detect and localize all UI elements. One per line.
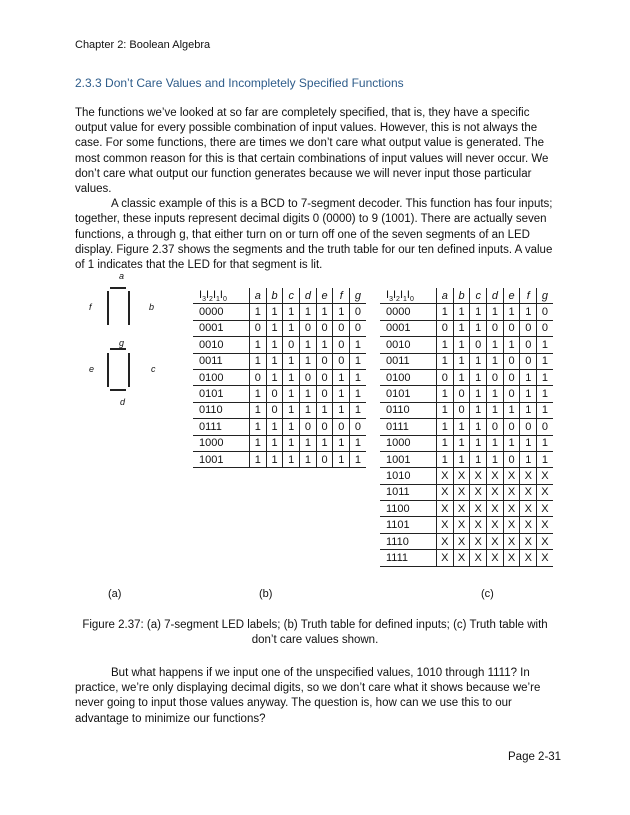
full-row: [380, 484, 553, 500]
value-cell-e: 0: [316, 369, 333, 385]
value-cell-e: 1: [503, 337, 520, 353]
value-cell-g: 1: [350, 435, 366, 451]
figure-label-a: (a): [108, 588, 122, 600]
value-cell-a: X: [437, 533, 454, 549]
value-cell-c: 1: [283, 369, 300, 385]
value-cell-b: 0: [266, 386, 283, 402]
value-cell-e: 1: [503, 304, 520, 320]
input-cell: 0110: [193, 402, 250, 418]
defined-row: [193, 337, 366, 353]
value-cell-g: 0: [350, 320, 366, 336]
value-cell-f: 0: [333, 419, 350, 435]
value-cell-g: 0: [537, 304, 553, 320]
full-row: [380, 304, 553, 320]
value-cell-c: X: [470, 517, 487, 533]
segment-label-e: e: [89, 364, 95, 374]
value-cell-c: 1: [470, 369, 487, 385]
value-cell-g: X: [537, 550, 553, 566]
value-cell-c: X: [470, 484, 487, 500]
input-cell: 1000: [380, 435, 437, 451]
value-cell-d: 1: [487, 402, 504, 418]
value-cell-b: 1: [266, 451, 283, 467]
value-cell-a: X: [437, 550, 454, 566]
input-cell: 0000: [380, 304, 437, 320]
value-cell-a: 1: [250, 337, 267, 353]
value-cell-d: 1: [300, 353, 317, 369]
value-cell-d: 1: [487, 435, 504, 451]
value-cell-d: 1: [487, 451, 504, 467]
value-cell-e: 0: [316, 419, 333, 435]
value-cell-d: 1: [487, 353, 504, 369]
value-cell-g: X: [537, 484, 553, 500]
value-cell-a: 0: [437, 369, 454, 385]
value-cell-e: X: [503, 501, 520, 517]
value-cell-c: 1: [283, 320, 300, 336]
value-cell-e: 0: [503, 386, 520, 402]
value-cell-f: X: [520, 533, 537, 549]
input-cell: 1011: [380, 484, 437, 500]
segment-e: [107, 353, 109, 387]
value-cell-f: 1: [333, 435, 350, 451]
full-row: [380, 501, 553, 517]
value-cell-c: 0: [470, 337, 487, 353]
input-cell: 0101: [193, 386, 250, 402]
value-cell-d: X: [487, 517, 504, 533]
value-cell-d: 1: [300, 402, 317, 418]
value-cell-d: 0: [487, 419, 504, 435]
value-cell-a: 1: [250, 419, 267, 435]
value-cell-b: X: [453, 517, 470, 533]
segment-g: [110, 348, 126, 350]
value-cell-f: 0: [333, 337, 350, 353]
value-cell-e: 0: [503, 451, 520, 467]
value-cell-c: 1: [283, 353, 300, 369]
header-col-c: c: [283, 288, 300, 304]
value-cell-d: 1: [487, 386, 504, 402]
section-title: 2.3.3 Don’t Care Values and Incompletely Specified Functions: [75, 76, 404, 90]
header-col-g: g: [350, 288, 366, 304]
value-cell-a: 1: [250, 402, 267, 418]
input-cell: 0000: [193, 304, 250, 320]
value-cell-e: X: [503, 484, 520, 500]
figure-label-b: (b): [259, 588, 273, 600]
value-cell-g: 0: [350, 419, 366, 435]
value-cell-f: 0: [520, 337, 537, 353]
value-cell-b: 0: [266, 402, 283, 418]
value-cell-g: 0: [537, 320, 553, 336]
value-cell-g: 1: [350, 402, 366, 418]
value-cell-c: 1: [470, 353, 487, 369]
value-cell-d: X: [487, 501, 504, 517]
value-cell-e: 1: [503, 402, 520, 418]
value-cell-d: 0: [300, 419, 317, 435]
defined-row: [193, 402, 366, 418]
value-cell-f: X: [520, 468, 537, 484]
value-cell-d: 1: [300, 435, 317, 451]
input-cell: 0101: [380, 386, 437, 402]
value-cell-g: 1: [537, 451, 553, 467]
value-cell-a: 1: [437, 337, 454, 353]
value-cell-b: X: [453, 501, 470, 517]
value-cell-g: X: [537, 501, 553, 517]
value-cell-b: 0: [453, 402, 470, 418]
value-cell-c: 1: [470, 451, 487, 467]
value-cell-e: 0: [503, 419, 520, 435]
value-cell-b: X: [453, 550, 470, 566]
value-cell-d: 1: [300, 451, 317, 467]
full-row: [380, 517, 553, 533]
value-cell-f: 0: [333, 320, 350, 336]
value-cell-c: X: [470, 501, 487, 517]
header-input: $I_3I_2I_1I_0$: [380, 288, 437, 304]
value-cell-d: X: [487, 484, 504, 500]
value-cell-e: 1: [316, 435, 333, 451]
value-cell-e: 0: [316, 353, 333, 369]
input-cell: 1100: [380, 501, 437, 517]
full-row: [380, 353, 553, 369]
defined-row: [193, 451, 366, 467]
page-number: Page 2-31: [508, 751, 562, 763]
value-cell-f: 1: [520, 369, 537, 385]
paragraph-1: The functions we’ve looked at so far are completely specified, that is, they have a specific output value for every possible combination of input values. However, this is not always the case. For some functions, there are times we don’t care what output value is generated. The most common reason for this is that certain combinations of input values will never occur. We don’t care what output our function generates because we will never input those particular values.: [75, 107, 549, 196]
value-cell-a: X: [437, 517, 454, 533]
paragraph-2: A classic example of this is a BCD to 7-segment decoder. This function has four inputs; together, these inputs represent decimal digits 0 (0000) to 9 (1001). There are actually seven functions, a through g, that either turn on or turn off one of the seven segments of an LED display. Figure 2.37 shows the segments and the truth table for our ten defined inputs. A value of 1 indicates that the LED for that segment is lit.: [75, 198, 553, 272]
value-cell-d: 0: [487, 369, 504, 385]
value-cell-c: X: [470, 533, 487, 549]
value-cell-f: 0: [520, 419, 537, 435]
segment-label-c: c: [151, 364, 156, 374]
full-row: [380, 451, 553, 467]
value-cell-e: 0: [503, 353, 520, 369]
value-cell-a: 1: [250, 304, 267, 320]
value-cell-b: X: [453, 484, 470, 500]
value-cell-a: 0: [250, 369, 267, 385]
segment-c: [128, 353, 130, 387]
defined-row: [193, 353, 366, 369]
value-cell-a: 1: [437, 353, 454, 369]
defined-row: [193, 304, 366, 320]
input-cell: 1010: [380, 468, 437, 484]
value-cell-c: 1: [283, 435, 300, 451]
value-cell-a: X: [437, 484, 454, 500]
value-cell-d: X: [487, 468, 504, 484]
full-row: [380, 337, 553, 353]
value-cell-a: 1: [250, 386, 267, 402]
value-cell-f: 1: [333, 451, 350, 467]
value-cell-g: 1: [350, 353, 366, 369]
value-cell-g: 1: [350, 369, 366, 385]
value-cell-b: 1: [453, 320, 470, 336]
value-cell-b: 1: [266, 304, 283, 320]
value-cell-b: 1: [453, 435, 470, 451]
value-cell-a: 1: [437, 304, 454, 320]
value-cell-d: 1: [487, 337, 504, 353]
value-cell-c: 1: [283, 419, 300, 435]
value-cell-g: 0: [537, 419, 553, 435]
header-input: $I_3I_2I_1I_0$: [193, 288, 250, 304]
value-cell-e: X: [503, 517, 520, 533]
header-col-d: d: [487, 288, 504, 304]
input-cell: 1101: [380, 517, 437, 533]
value-cell-a: 1: [437, 451, 454, 467]
header-col-f: f: [333, 288, 350, 304]
value-cell-c: X: [470, 468, 487, 484]
value-cell-g: 1: [537, 402, 553, 418]
input-cell: 0100: [193, 369, 250, 385]
value-cell-c: 1: [470, 402, 487, 418]
value-cell-a: X: [437, 468, 454, 484]
value-cell-a: 0: [250, 320, 267, 336]
value-cell-b: 1: [453, 304, 470, 320]
value-cell-g: 1: [537, 369, 553, 385]
header-col-f: f: [520, 288, 537, 304]
input-cell: 0010: [380, 337, 437, 353]
value-cell-a: 1: [437, 419, 454, 435]
value-cell-a: X: [437, 501, 454, 517]
value-cell-f: 1: [333, 369, 350, 385]
value-cell-d: 0: [300, 369, 317, 385]
header-col-e: e: [503, 288, 520, 304]
value-cell-c: 1: [283, 402, 300, 418]
input-cell: 1001: [193, 451, 250, 467]
segment-label-f: f: [89, 302, 92, 312]
full-row: [380, 435, 553, 451]
value-cell-g: 1: [537, 337, 553, 353]
value-cell-f: 0: [520, 353, 537, 369]
input-cell: 0111: [380, 419, 437, 435]
value-cell-d: 1: [487, 304, 504, 320]
value-cell-a: 1: [250, 451, 267, 467]
value-cell-c: 1: [283, 386, 300, 402]
input-cell: 0001: [380, 320, 437, 336]
value-cell-b: 1: [453, 337, 470, 353]
value-cell-c: 1: [283, 304, 300, 320]
input-cell: 0111: [193, 419, 250, 435]
value-cell-d: X: [487, 550, 504, 566]
input-cell: 1111: [380, 550, 437, 566]
value-cell-c: X: [470, 550, 487, 566]
value-cell-c: 1: [470, 304, 487, 320]
segment-label-b: b: [149, 302, 155, 312]
value-cell-c: 1: [283, 451, 300, 467]
value-cell-f: 0: [520, 320, 537, 336]
value-cell-b: 1: [266, 353, 283, 369]
header-col-a: a: [437, 288, 454, 304]
value-cell-d: 1: [300, 337, 317, 353]
defined-row: [193, 386, 366, 402]
truth-table-defined: [193, 288, 366, 468]
input-cell: 0010: [193, 337, 250, 353]
defined-row: [193, 320, 366, 336]
input-cell: 0100: [380, 369, 437, 385]
header-col-e: e: [316, 288, 333, 304]
value-cell-f: 1: [333, 304, 350, 320]
header-col-d: d: [300, 288, 317, 304]
value-cell-e: 1: [503, 435, 520, 451]
header-col-c: c: [470, 288, 487, 304]
value-cell-b: X: [453, 468, 470, 484]
value-cell-f: 1: [333, 402, 350, 418]
header-col-b: b: [266, 288, 283, 304]
full-row: [380, 550, 553, 566]
value-cell-g: 0: [350, 304, 366, 320]
value-cell-e: X: [503, 533, 520, 549]
value-cell-g: X: [537, 517, 553, 533]
value-cell-a: 1: [250, 353, 267, 369]
value-cell-g: 1: [350, 386, 366, 402]
input-cell: 0001: [193, 320, 250, 336]
value-cell-b: 1: [453, 419, 470, 435]
value-cell-g: 1: [537, 435, 553, 451]
value-cell-e: 1: [316, 337, 333, 353]
value-cell-f: X: [520, 484, 537, 500]
value-cell-g: 1: [350, 451, 366, 467]
segment-label-a: a: [119, 271, 125, 281]
input-cell: 0011: [193, 353, 250, 369]
input-cell: 0110: [380, 402, 437, 418]
header-col-b: b: [453, 288, 470, 304]
value-cell-e: 0: [316, 386, 333, 402]
paragraph-closing: [75, 666, 555, 727]
full-row: [380, 320, 553, 336]
figure-label-c: (c): [481, 588, 494, 600]
value-cell-f: 1: [520, 304, 537, 320]
full-row: [380, 386, 553, 402]
value-cell-d: X: [487, 533, 504, 549]
segment-d: [110, 389, 126, 391]
value-cell-g: 1: [537, 353, 553, 369]
input-cell: 1110: [380, 533, 437, 549]
value-cell-e: 0: [503, 320, 520, 336]
truth-table-dontcare: [380, 288, 553, 567]
value-cell-g: 1: [350, 337, 366, 353]
value-cell-f: 1: [333, 386, 350, 402]
full-row: [380, 402, 553, 418]
segment-label-d: d: [120, 397, 126, 407]
value-cell-b: 1: [266, 337, 283, 353]
value-cell-a: 1: [437, 386, 454, 402]
chapter-header: Chapter 2: Boolean Algebra: [75, 39, 211, 51]
value-cell-f: 0: [333, 353, 350, 369]
value-cell-c: 1: [470, 419, 487, 435]
segment-a: [110, 287, 126, 289]
value-cell-f: 1: [520, 386, 537, 402]
value-cell-e: 0: [316, 320, 333, 336]
value-cell-d: 0: [487, 320, 504, 336]
segment-b: [128, 291, 130, 325]
full-row: [380, 468, 553, 484]
value-cell-f: 1: [520, 435, 537, 451]
value-cell-b: 1: [453, 353, 470, 369]
value-cell-b: 1: [266, 435, 283, 451]
value-cell-d: 1: [300, 304, 317, 320]
figure-caption: Figure 2.37: (a) 7-segment LED labels; (b) Truth table for defined inputs; (c) Truth table with don’t care values shown.: [82, 619, 548, 646]
value-cell-b: X: [453, 533, 470, 549]
value-cell-b: 1: [266, 320, 283, 336]
defined-row: [193, 419, 366, 435]
value-cell-c: 0: [283, 337, 300, 353]
header-col-a: a: [250, 288, 267, 304]
value-cell-c: 1: [470, 435, 487, 451]
value-cell-a: 0: [437, 320, 454, 336]
value-cell-b: 1: [266, 369, 283, 385]
defined-row: [193, 369, 366, 385]
value-cell-a: 1: [437, 435, 454, 451]
value-cell-e: 0: [503, 369, 520, 385]
seven-segment-diagram: [80, 270, 170, 420]
value-cell-a: 1: [437, 402, 454, 418]
value-cell-d: 1: [300, 386, 317, 402]
value-cell-g: X: [537, 468, 553, 484]
input-cell: 1001: [380, 451, 437, 467]
header-col-g: g: [537, 288, 553, 304]
segment-f: [107, 291, 109, 325]
value-cell-f: 1: [520, 402, 537, 418]
input-cell: 0011: [380, 353, 437, 369]
full-row: [380, 533, 553, 549]
value-cell-g: X: [537, 533, 553, 549]
value-cell-g: 1: [537, 386, 553, 402]
paragraph-intro: [75, 106, 555, 273]
segment-label-g: g: [119, 338, 125, 348]
value-cell-d: 0: [300, 320, 317, 336]
value-cell-c: 1: [470, 386, 487, 402]
full-row: [380, 419, 553, 435]
value-cell-f: X: [520, 517, 537, 533]
paragraph-3: But what happens if we input one of the unspecified values, 1010 through 1111? In practice, we’re only displaying decimal digits, so we don’t care what it shows because we’re never going to input those values anyway. The question is, how can we use this to our advantage to minimize our functions?: [75, 667, 541, 725]
value-cell-e: 1: [316, 304, 333, 320]
input-cell: 1000: [193, 435, 250, 451]
value-cell-b: 1: [266, 419, 283, 435]
value-cell-e: 0: [316, 451, 333, 467]
value-cell-f: X: [520, 550, 537, 566]
value-cell-b: 1: [453, 451, 470, 467]
value-cell-a: 1: [250, 435, 267, 451]
defined-row: [193, 435, 366, 451]
value-cell-f: 1: [520, 451, 537, 467]
value-cell-e: 1: [316, 402, 333, 418]
value-cell-c: 1: [470, 320, 487, 336]
full-row: [380, 369, 553, 385]
value-cell-e: X: [503, 550, 520, 566]
value-cell-e: X: [503, 468, 520, 484]
value-cell-b: 0: [453, 386, 470, 402]
value-cell-f: X: [520, 501, 537, 517]
value-cell-b: 1: [453, 369, 470, 385]
